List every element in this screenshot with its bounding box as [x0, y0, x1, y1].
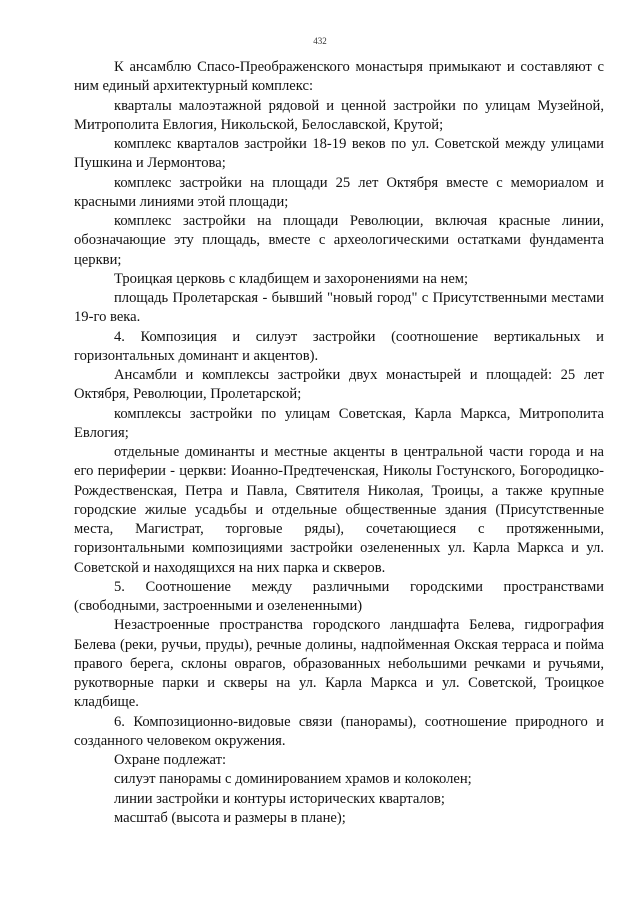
paragraph: Незастроенные пространства городского ландшафта Белева, гидрография Белева (реки, ручьи, пруды), речные долины, надпойменная Окская терраса и пойма правого берега, склоны оврагов, образованных небольшими речками и ручьями, рукотворные парки и скверы на ул. Карла Маркса и ул. Советской, Троицкое кладбище. — [74, 617, 604, 711]
paragraph: К ансамблю Спасо-Преображенского монастыря примыкают и составляют с ним единый архитектурный комплекс: — [74, 59, 604, 95]
paragraph: площадь Пролетарская - бывший "новый город" с Присутственными местами 19-го века. — [74, 290, 604, 326]
section-heading: 6. Композиционно-видовые связи (панорамы), соотношение природного и созданного человеком окружения. — [74, 713, 604, 749]
paragraph: комплексы застройки по улицам Советская, Карла Маркса, Митрополита Евлогия; — [74, 405, 604, 441]
paragraph: комплекс застройки на площади Революции, включая красные линии, обозначающие эту площадь, вместе с археологическими остатками фундамента церкви; — [74, 213, 604, 268]
paragraph: Ансамбли и комплексы застройки двух монастырей и площадей: 25 лет Октября, Революции, Пролетарской; — [74, 367, 604, 403]
paragraph: масштаб (высота и размеры в плане); — [114, 809, 346, 826]
paragraph: линии застройки и контуры исторических кварталов; — [114, 790, 445, 807]
paragraph: Троицкая церковь с кладбищем и захоронениями на нем; — [114, 270, 469, 287]
page-number: 432 — [313, 36, 327, 46]
paragraph: силуэт панорамы с доминированием храмов и колоколен; — [114, 771, 472, 788]
body-text — [74, 58, 604, 828]
paragraph: комплекс кварталов застройки 18-19 веков по ул. Советской между улицами Пушкина и Лермонтова; — [74, 136, 604, 172]
paragraph: комплекс застройки на площади 25 лет Октября вместе с мемориалом и красными линиями этой площади; — [74, 174, 604, 210]
paragraph: кварталы малоэтажной рядовой и ценной застройки по улицам Музейной, Митрополита Евлогия, Никольской, Белославской, Крутой; — [74, 97, 604, 133]
paragraph: отдельные доминанты и местные акценты в центральной части города и на его периферии - церкви: Иоанно-Предтеченская, Николы Гостунского, Богородицко-Рождественская, Петра и Павла, Святителя Николая, Троицы, а также крупные городские жилые усадьбы и отдельные общественные здания (Присутственные места, Магистрат, торговые ряды), сочетающиеся с протяженными, горизонтальными композициями застройки озелененных ул. Карла Маркса и ул. Советской и находящихся на них парка и скверов. — [74, 444, 604, 576]
section-heading: 5. Соотношение между различными городскими пространствами (свободными, застроенными и озелененными) — [74, 578, 604, 614]
section-heading: 4. Композиция и силуэт застройки (соотношение вертикальных и горизонтальных доминант и акцентов). — [74, 328, 604, 364]
paragraph: Охране подлежат: — [114, 752, 227, 768]
